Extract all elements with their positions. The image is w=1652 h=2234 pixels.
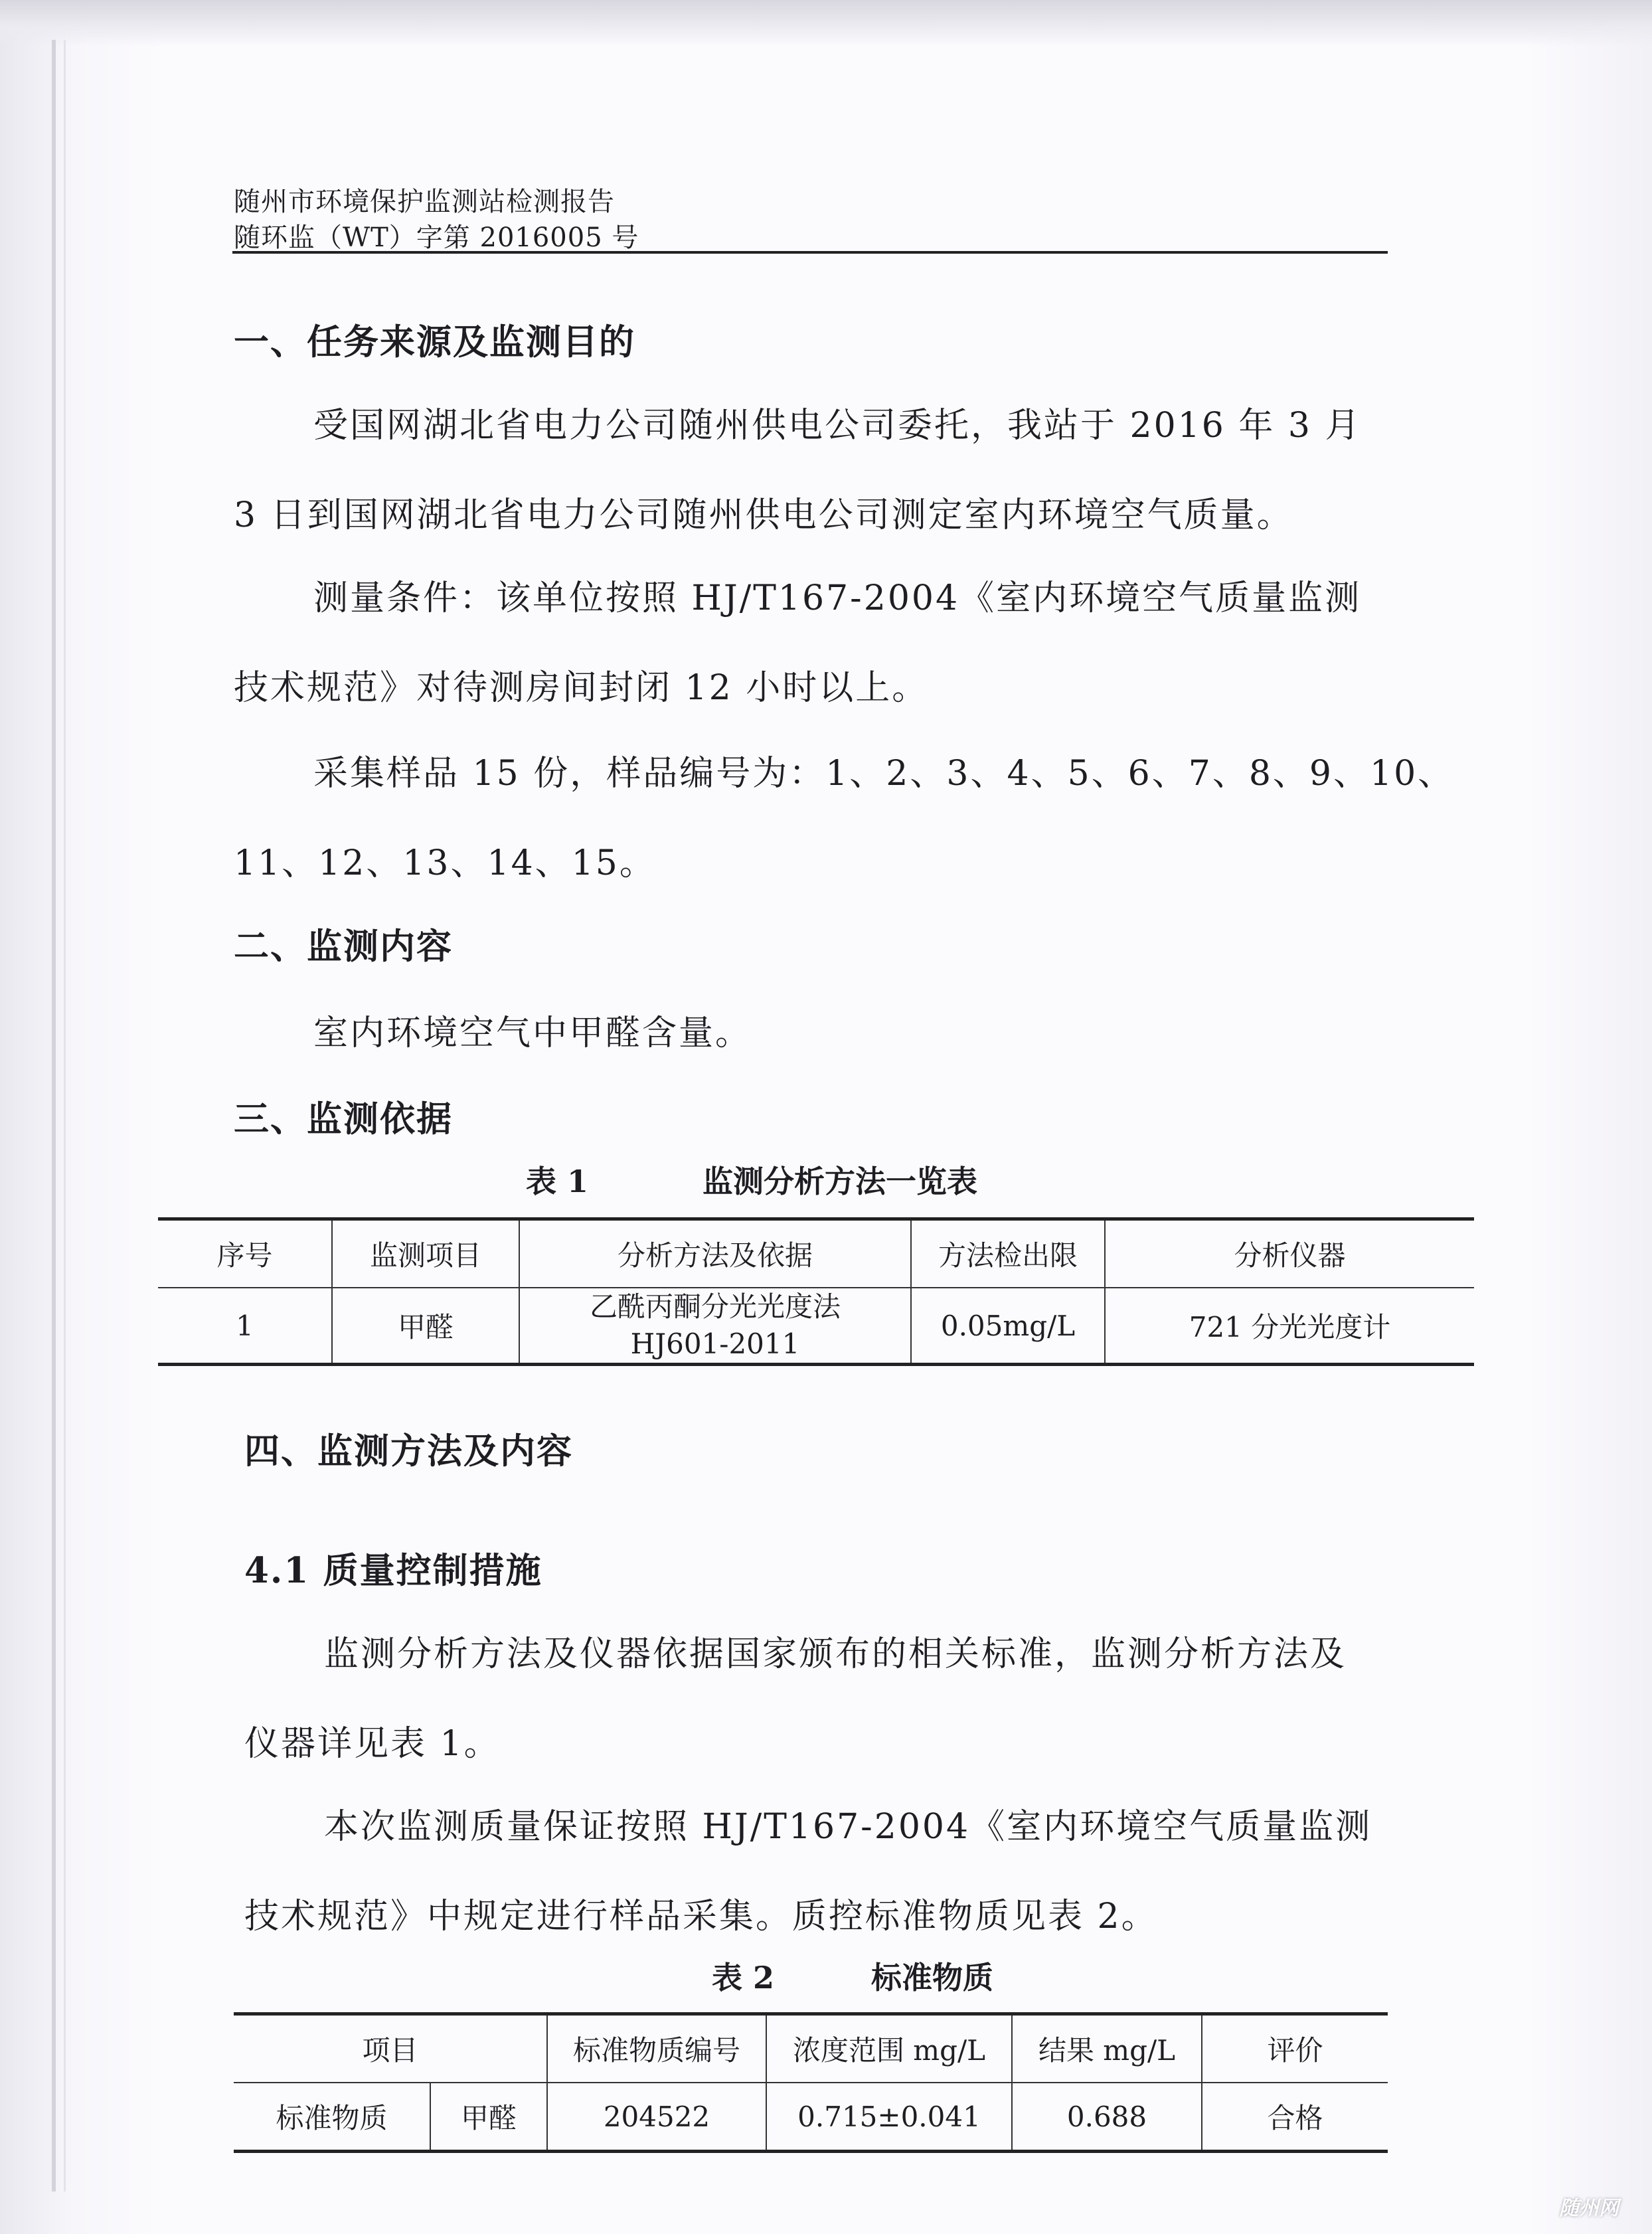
section4-para1-line2: 仪器详见表 1。	[244, 1724, 501, 1764]
report-number: 随环监（WT）字第 2016005 号	[234, 222, 639, 253]
table1-cell-method	[519, 1288, 911, 1365]
section3-title: 三、监测依据	[234, 1098, 453, 1140]
table2-caption-title: 标准物质	[871, 1960, 993, 1996]
watermark-logo: 随州网	[1559, 2197, 1619, 2220]
report-org-title: 随州市环境保护监测站检测报告	[234, 187, 615, 217]
table1-header-cell: 分析方法及依据	[519, 1219, 911, 1288]
section2-title: 二、监测内容	[234, 926, 453, 967]
table1-cell-item: 甲醛	[332, 1288, 519, 1365]
section1-para2-line2: 技术规范》对待测房间封闭 12 小时以上。	[234, 668, 929, 708]
table1-method-name: 乙酰丙酮分光光度法	[589, 1290, 841, 1323]
table1-header-cell: 方法检出限	[911, 1219, 1105, 1288]
table2-cell-evaluation: 合格	[1202, 2083, 1388, 2152]
table2-header-cell: 标准物质编号	[547, 2014, 766, 2083]
binding-edge	[52, 40, 56, 2191]
section1-para2-line1: 测量条件：该单位按照 HJ/T167-2004《室内环境空气质量监测	[313, 578, 1362, 618]
table1-caption-title: 监测分析方法一览表	[702, 1163, 977, 1199]
table2-reference-materials	[234, 2012, 1388, 2153]
table2-header-cell: 浓度范围 mg/L	[766, 2014, 1012, 2083]
table1-cell-instrument: 721 分光光度计	[1105, 1288, 1474, 1365]
table1-caption-number: 表 1	[526, 1163, 589, 1199]
table1-header-row	[158, 1219, 1474, 1288]
table1-method-standard: HJ601-2011	[630, 1328, 800, 1360]
table1-cell-limit: 0.05mg/L	[911, 1288, 1105, 1365]
section1-title: 一、任务来源及监测目的	[234, 321, 635, 363]
table1-methods	[158, 1217, 1474, 1366]
section4-1-title: 4.1 质量控制措施	[244, 1550, 542, 1591]
section2-para1: 室内环境空气中甲醛含量。	[313, 1013, 752, 1053]
table1-header-cell: 分析仪器	[1105, 1219, 1474, 1288]
table2-header-row	[234, 2014, 1388, 2083]
table2-header-cell: 项目	[234, 2014, 547, 2083]
section4-para2-line1: 本次监测质量保证按照 HJ/T167-2004《室内环境空气质量监测	[324, 1807, 1372, 1847]
table2-header-cell: 结果 mg/L	[1012, 2014, 1202, 2083]
section1-para1-line1: 受国网湖北省电力公司随州供电公司委托，我站于 2016 年 3 月	[313, 406, 1362, 446]
scan-shadow-top	[0, 0, 1652, 46]
table2-cell-item: 甲醛	[430, 2083, 547, 2152]
table2-caption-number: 表 2	[712, 1960, 775, 1996]
table2-cell-code: 204522	[547, 2083, 766, 2152]
table2-cell-category: 标准物质	[234, 2083, 430, 2152]
table1-header-cell: 监测项目	[332, 1219, 519, 1288]
binding-edge-inner	[64, 40, 66, 2191]
section4-title: 四、监测方法及内容	[244, 1430, 573, 1472]
table2-cell-result: 0.688	[1012, 2083, 1202, 2152]
table-row	[234, 2083, 1388, 2152]
table2-cell-range: 0.715±0.041	[766, 2083, 1012, 2152]
section1-para1-line2: 3 日到国网湖北省电力公司随州供电公司测定室内环境空气质量。	[234, 495, 1293, 535]
header-rule	[232, 251, 1388, 254]
section4-para1-line1: 监测分析方法及仪器依据国家颁布的相关标准，监测分析方法及	[324, 1634, 1347, 1674]
section4-para2-line2: 技术规范》中规定进行样品采集。质控标准物质见表 2。	[244, 1897, 1158, 1936]
table2-header-cell: 评价	[1202, 2014, 1388, 2083]
section1-para3-line1: 采集样品 15 份，样品编号为：1、2、3、4、5、6、7、8、9、10、	[313, 754, 1455, 794]
section1-para3-line2: 11、12、13、14、15。	[234, 843, 656, 883]
table1-cell-no: 1	[158, 1288, 332, 1365]
table-row	[158, 1288, 1474, 1365]
table1-header-cell: 序号	[158, 1219, 332, 1288]
